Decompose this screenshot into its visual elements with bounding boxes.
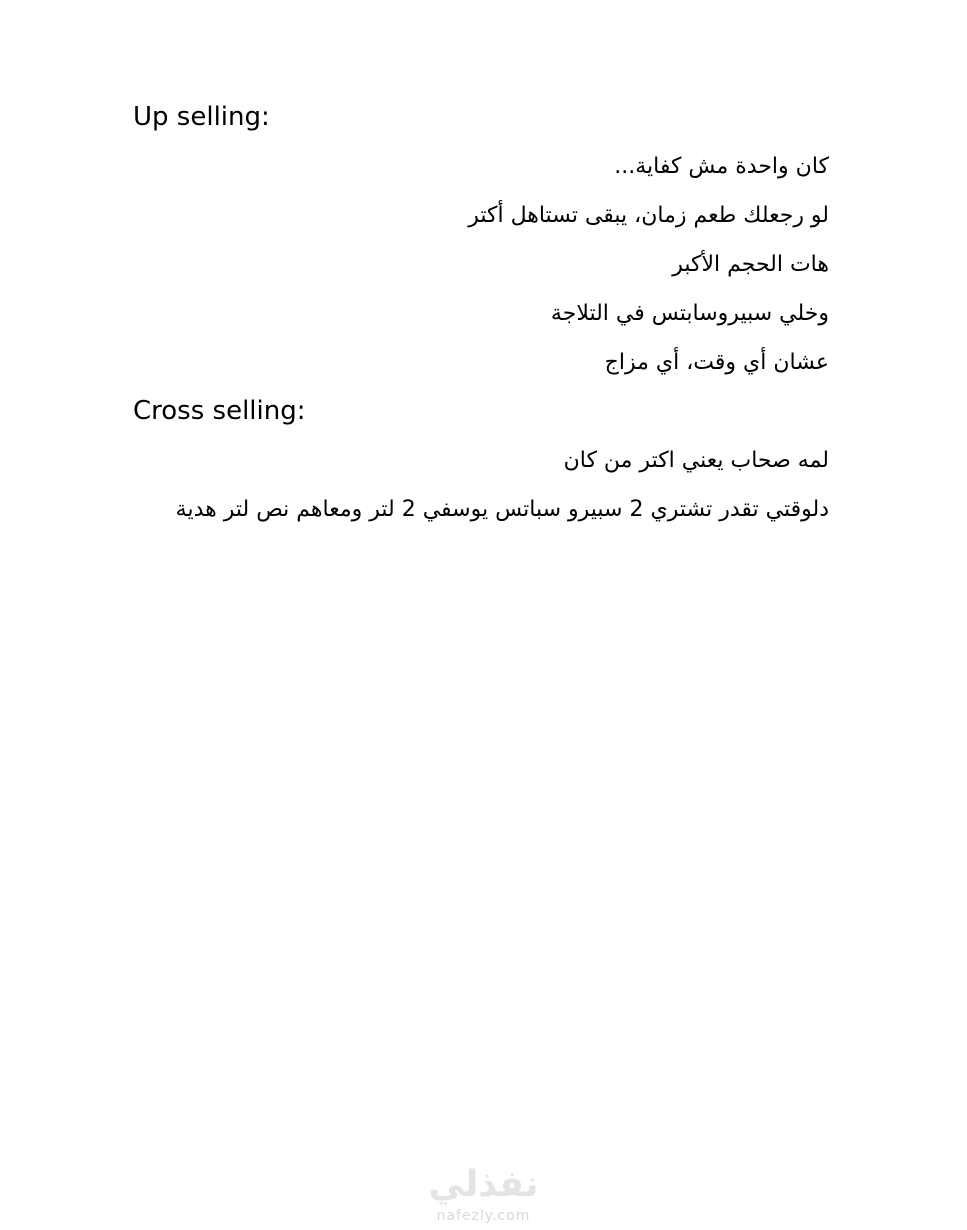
cross-selling-lines (176, 436, 829, 534)
up-selling-line: كان واحدة مش كفاية... (614, 154, 829, 179)
up-selling-lines (468, 142, 829, 387)
watermark-logo: نفذلي (428, 1164, 539, 1205)
up-selling-line: وخلي سبيروسابتس في التلاجة (550, 301, 829, 326)
watermark-url: nafezly.com (436, 1208, 531, 1224)
watermark (0, 1163, 967, 1225)
cross-selling-line: لمه صحاب يعني اكتر من كان (563, 448, 829, 473)
up-selling-line: لو رجعلك طعم زمان، يبقى تستاهل أكتر (468, 203, 829, 228)
cross-selling-heading: Cross selling: (133, 396, 306, 426)
up-selling-line: عشان أي وقت، أي مزاج (604, 350, 829, 375)
up-selling-heading: Up selling: (133, 102, 270, 132)
up-selling-line: هات الحجم الأكبر (672, 252, 829, 277)
cross-selling-line: دلوقتي تقدر تشتري 2 سبيرو سباتس يوسفي 2 لتر ومعاهم نص لتر هدية (175, 497, 829, 522)
